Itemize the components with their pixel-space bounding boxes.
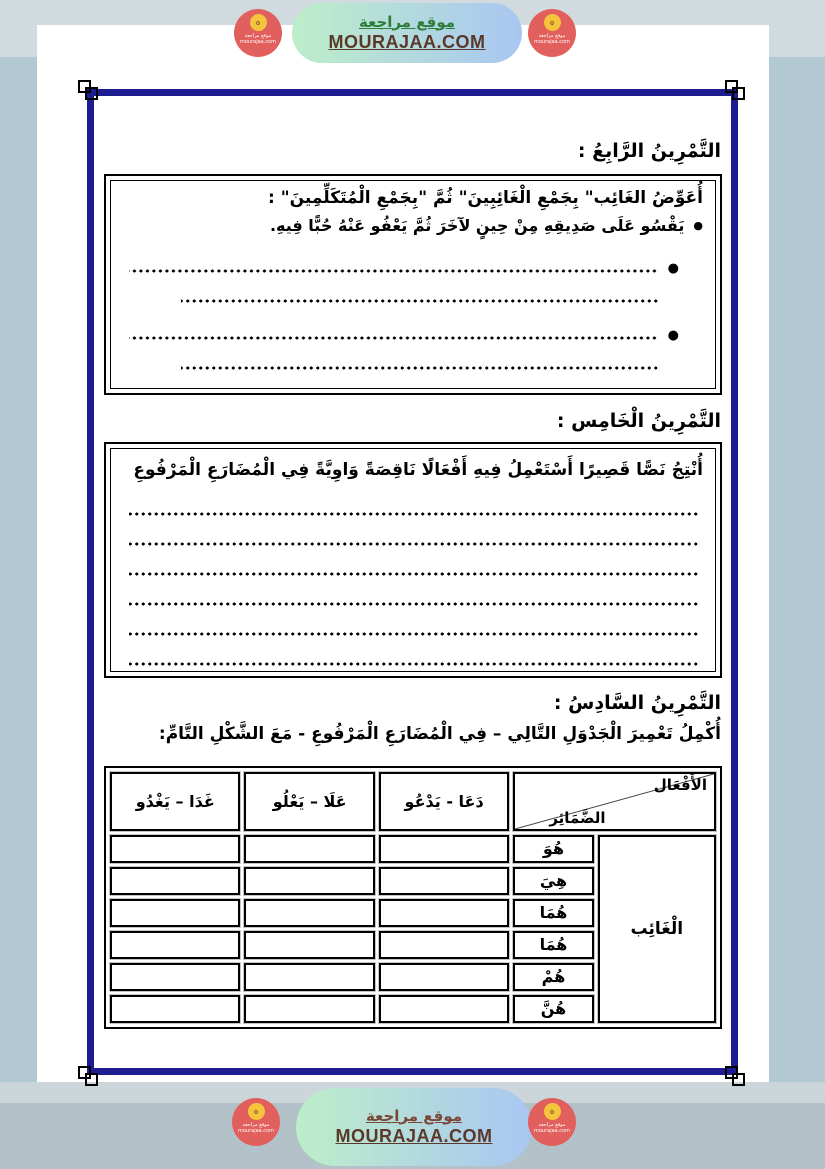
logo-label-arabic: موقع مراجعة (242, 1122, 270, 1128)
answer-cell (110, 835, 240, 863)
logo-label-arabic: موقع مراجعة (244, 33, 272, 39)
logo-emblem-icon: ۞ (544, 1103, 561, 1120)
logo-label-domain: mourajaa.com (237, 1128, 274, 1134)
answer-cell (244, 995, 374, 1023)
answer-cell (379, 995, 509, 1023)
bullet-icon: ● (667, 328, 679, 343)
footer-site-name-arabic: موقع مراجعة (365, 1106, 463, 1125)
mourajaa-logo-icon (232, 1098, 280, 1146)
table-header-verbs-label: الأَفْعَال (653, 776, 707, 794)
footer-site-domain: MOURAJAA.COM (335, 1125, 493, 1146)
corner-ornament (78, 1066, 104, 1092)
dotted-write-line (181, 366, 659, 370)
answer-cell (244, 867, 374, 895)
footer-brand-pill (296, 1088, 532, 1166)
exercise5-box (104, 442, 722, 678)
exercise4-example-text: يَقْسُو عَلَى صَدِيقِهِ مِنْ حِينٍ لآخَرَ ثُمَّ يَعْفُو عَنْهُ حُبًّا فِيهِ. (269, 216, 685, 235)
answer-line (123, 639, 703, 669)
answer-cell (110, 963, 240, 991)
dotted-write-line (129, 336, 658, 340)
exercise5-instruction: أُنْتِجُ نَصًّا قَصِيرًا أَسْتَعْمِلُ فِيهِ أَفْعَالًا نَاقِصَةً وَاوِيَّةً فِي الْمُضَارَعِ الْمَرْفُوعِ (133, 460, 703, 480)
logo-emblem-icon: ۞ (544, 14, 561, 31)
dotted-write-line (129, 269, 658, 273)
answer-line (123, 519, 703, 549)
answer-line (123, 489, 703, 519)
answer-line (123, 246, 703, 276)
table-header-pronouns-label: الضَّمَائِر (549, 809, 606, 827)
answer-line (123, 313, 703, 343)
dotted-write-line (129, 512, 699, 516)
exercise6-title: التَّمْرِينُ السَّادِسُ : (553, 692, 721, 714)
answer-cell (110, 931, 240, 959)
answer-line (123, 276, 703, 306)
corner-ornament (78, 80, 104, 106)
logo-emblem-icon: ۞ (248, 1103, 265, 1120)
answer-cell (379, 931, 509, 959)
dotted-write-line (129, 662, 699, 666)
table-corner-cell (513, 772, 716, 831)
mourajaa-logo-icon (234, 9, 282, 57)
logo-emblem-icon: ۞ (250, 14, 267, 31)
exercise6-instruction: أُكْمِلُ تَعْمِيرَ الْجَدْوَلِ التَّالِي – فِي الْمُضَارَعِ الْمَرْفُوعِ - مَعَ الشَّكْلِ التَّامِّ: (158, 724, 721, 744)
answer-cell (379, 867, 509, 895)
answer-cell (379, 835, 509, 863)
answer-cell (379, 963, 509, 991)
dotted-write-line (181, 299, 659, 303)
answer-cell (244, 899, 374, 927)
answer-cell (110, 899, 240, 927)
bullet-icon: ● (667, 261, 679, 276)
verb-column-header: غَدَا – يَغْدُو (110, 772, 240, 831)
pronoun-cell: هُنَّ (513, 995, 593, 1023)
answer-cell (110, 867, 240, 895)
pronoun-cell: هُوَ (513, 835, 593, 863)
exercise4-instruction: أُعَوِّضُ الغَائِب" بِجَمْعِ الْغَائِبِينَ" ثُمَّ "بِجَمْعِ الْمُتَكَلِّمِينَ" : (268, 188, 703, 208)
answer-cell (244, 835, 374, 863)
logo-label-arabic: موقع مراجعة (538, 1122, 566, 1128)
pronoun-cell: هُمَا (513, 899, 593, 927)
answer-line (123, 579, 703, 609)
header-site-domain: MOURAJAA.COM (328, 31, 486, 52)
mourajaa-logo-icon (528, 1098, 576, 1146)
answer-line (123, 343, 703, 373)
logo-label-domain: mourajaa.com (239, 39, 276, 45)
conjugation-table (104, 766, 722, 1029)
verb-column-header: دَعَا - يَدْعُو (379, 772, 509, 831)
worksheet-content (103, 128, 723, 1058)
corner-ornament (725, 1066, 751, 1092)
answer-line (123, 549, 703, 579)
pronoun-cell: هُمَا (513, 931, 593, 959)
verb-column-header: عَلَا – يَعْلُو (244, 772, 374, 831)
bullet-icon: ● (693, 219, 703, 232)
dotted-write-line (129, 632, 699, 636)
answer-cell (244, 963, 374, 991)
answer-cell (244, 931, 374, 959)
answer-cell (110, 995, 240, 1023)
exercise4-example (123, 212, 703, 239)
exercise4-title: التَّمْرِينُ الرَّابِعُ : (577, 140, 721, 162)
dotted-write-line (129, 602, 699, 606)
exercise5-title: التَّمْرِينُ الْخَامِس : (556, 410, 721, 432)
dotted-write-line (129, 572, 699, 576)
header-site-name-arabic: موقع مراجعة (358, 12, 456, 31)
logo-label-domain: mourajaa.com (533, 1128, 570, 1134)
logo-label-domain: mourajaa.com (533, 39, 570, 45)
answer-cell (379, 899, 509, 927)
worksheet-page (37, 25, 769, 1082)
logo-label-arabic: موقع مراجعة (538, 33, 566, 39)
answer-line (123, 609, 703, 639)
header-brand-pill (292, 3, 522, 63)
corner-ornament (725, 80, 751, 106)
exercise4-box (104, 174, 722, 395)
mourajaa-logo-icon (528, 9, 576, 57)
pronoun-cell: هِيَ (513, 867, 593, 895)
pronoun-cell: هُمْ (513, 963, 593, 991)
conjugation-table-wrap (104, 766, 722, 1029)
category-cell-ghaib: الْغَائِب (598, 835, 716, 1023)
dotted-write-line (129, 542, 699, 546)
